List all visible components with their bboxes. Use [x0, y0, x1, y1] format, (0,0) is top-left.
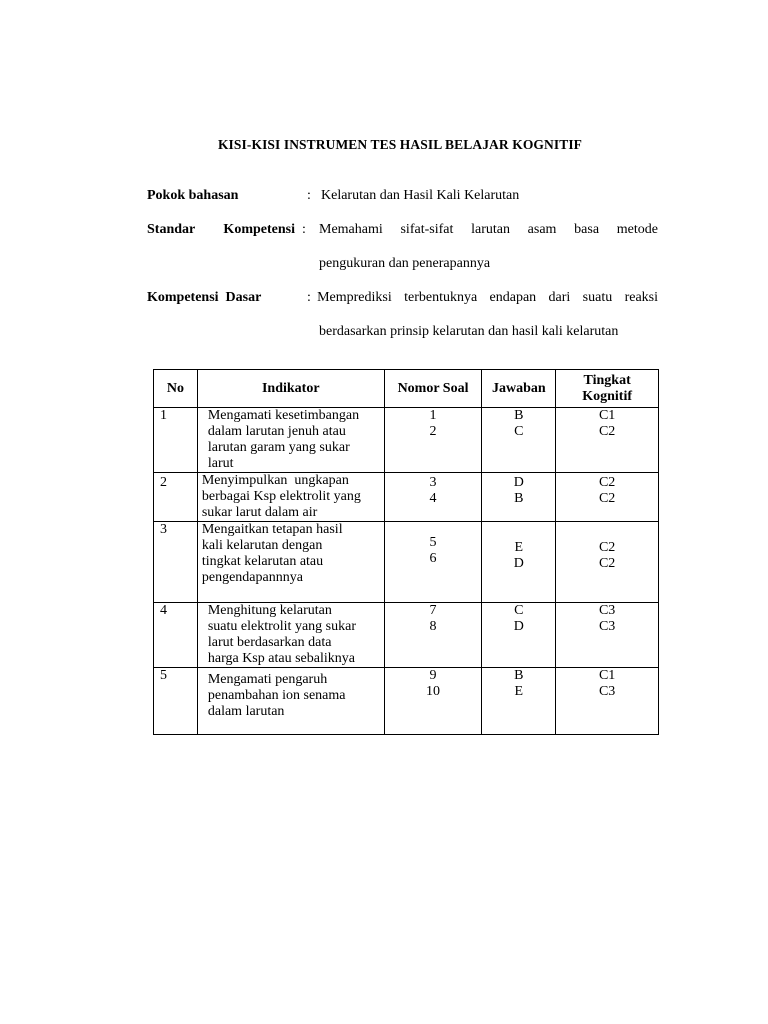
jawaban-value: B [514, 668, 524, 683]
kognitif-value: C3 [598, 603, 616, 618]
jawaban-value: C [514, 603, 524, 618]
table-row [154, 668, 659, 735]
jawaban-value: E [514, 684, 524, 699]
nomor-soal-value: 1 [429, 408, 437, 423]
kisi-kisi-table [153, 369, 659, 735]
standar-kompetensi-colon: : [302, 222, 306, 237]
nomor-soal-value: 3 [429, 475, 437, 490]
table-row [154, 473, 659, 522]
header-indikator: Indikator [197, 370, 384, 408]
nomor-soal-value: 2 [429, 424, 437, 439]
kognitif-value: C2 [598, 491, 616, 506]
kognitif-value: C2 [598, 540, 616, 555]
indikator-line: tingkat kelarutan atau [201, 554, 324, 569]
indikator-line: larutan garam yang sukar [207, 440, 350, 455]
indikator-cell [197, 473, 384, 522]
header-jawaban: Jawaban [482, 370, 556, 408]
indikator-line: berbagai Ksp elektrolit yang [201, 489, 361, 504]
document-title: KISI-KISI INSTRUMEN TES HASIL BELAJAR KOGNITIF [217, 137, 583, 152]
indikator-line: Mengaitkan tetapan hasil [201, 522, 343, 537]
kognitif-value: C3 [598, 684, 616, 699]
row-number: 2 [154, 473, 198, 522]
nomor-soal-value: 7 [429, 603, 437, 618]
header-no: No [154, 370, 198, 408]
nomor-soal-value: 8 [429, 619, 437, 634]
kognitif-cell [556, 668, 659, 735]
indikator-line: larut berdasarkan data [207, 635, 332, 650]
nomor-soal-cell [384, 473, 482, 522]
kompetensi-dasar-value-line1: : Memprediksi terbentuknya endapan dari suatu reaksi [307, 290, 658, 305]
row-number: 4 [154, 603, 198, 668]
nomor-soal-cell [384, 668, 482, 735]
nomor-soal-value: 5 [429, 535, 437, 550]
indikator-cell [197, 522, 384, 603]
kognitif-value: C2 [598, 475, 616, 490]
standar-kompetensi-value-line1: Memahami sifat-sifat larutan asam basa metode [319, 222, 658, 237]
indikator-line: Mengamati kesetimbangan [207, 408, 360, 423]
jawaban-value: D [513, 556, 524, 571]
row-number: 1 [154, 408, 198, 473]
indikator-cell [197, 668, 384, 735]
nomor-soal-cell [384, 522, 482, 603]
kognitif-value: C2 [598, 556, 616, 571]
jawaban-cell [482, 473, 556, 522]
nomor-soal-value: 6 [429, 551, 437, 566]
kognitif-value: C2 [598, 424, 616, 439]
table-row [154, 603, 659, 668]
indikator-line: harga Ksp atau sebaliknya [207, 651, 355, 666]
indikator-line: penambahan ion senama [207, 688, 346, 703]
indikator-line: pengendapannnya [201, 570, 303, 585]
indikator-line: Menghitung kelarutan [207, 603, 332, 618]
jawaban-value: C [514, 424, 524, 439]
indikator-line: Menyimpulkan ungkapan [201, 473, 349, 488]
indikator-line: sukar larut dalam air [201, 505, 318, 520]
nomor-soal-value: 10 [426, 684, 441, 699]
jawaban-cell [482, 522, 556, 603]
kognitif-cell [556, 522, 659, 603]
pokok-bahasan-value: Kelarutan dan Hasil Kali Kelarutan [321, 188, 520, 203]
kognitif-cell [556, 408, 659, 473]
jawaban-value: B [514, 408, 524, 423]
jawaban-cell [482, 668, 556, 735]
standar-kompetensi-label: Standar Kompetensi [147, 222, 295, 237]
jawaban-value: B [514, 491, 524, 506]
indikator-line: Mengamati pengaruh [207, 672, 328, 687]
row-number: 3 [154, 522, 198, 603]
standar-kompetensi-value-line2: pengukuran dan penerapannya [319, 256, 491, 271]
jawaban-value: E [514, 540, 524, 555]
kognitif-cell [556, 603, 659, 668]
indikator-line: larut [207, 456, 234, 471]
row-number: 5 [154, 668, 198, 735]
nomor-soal-value: 9 [429, 668, 437, 683]
table-row [154, 522, 659, 603]
indikator-line: dalam larutan jenuh atau [207, 424, 346, 439]
header-tingkat-line2: Kognitif [582, 388, 633, 404]
kognitif-value: C1 [598, 408, 616, 423]
pokok-bahasan-colon: : [307, 188, 311, 203]
indikator-cell [197, 603, 384, 668]
header-tingkat-kognitif [556, 370, 659, 408]
jawaban-cell [482, 603, 556, 668]
header-tingkat-line1: Tingkat [583, 372, 631, 388]
kognitif-cell [556, 473, 659, 522]
nomor-soal-cell [384, 603, 482, 668]
jawaban-cell [482, 408, 556, 473]
indikator-line: kali kelarutan dengan [201, 538, 323, 553]
pokok-bahasan-label: Pokok bahasan [147, 188, 239, 203]
nomor-soal-value: 4 [429, 491, 437, 506]
kognitif-value: C3 [598, 619, 616, 634]
kompetensi-dasar-label: Kompetensi Dasar [147, 290, 262, 305]
jawaban-value: D [513, 475, 524, 490]
kognitif-value: C1 [598, 668, 616, 683]
table-row [154, 408, 659, 473]
nomor-soal-cell [384, 408, 482, 473]
indikator-cell [197, 408, 384, 473]
jawaban-value: D [513, 619, 524, 634]
header-nomor-soal: Nomor Soal [384, 370, 482, 408]
indikator-line: suatu elektrolit yang sukar [207, 619, 356, 634]
table-header-row [154, 370, 659, 408]
kompetensi-dasar-value-line2: berdasarkan prinsip kelarutan dan hasil kali kelarutan [319, 324, 619, 339]
indikator-line: dalam larutan [207, 704, 285, 719]
